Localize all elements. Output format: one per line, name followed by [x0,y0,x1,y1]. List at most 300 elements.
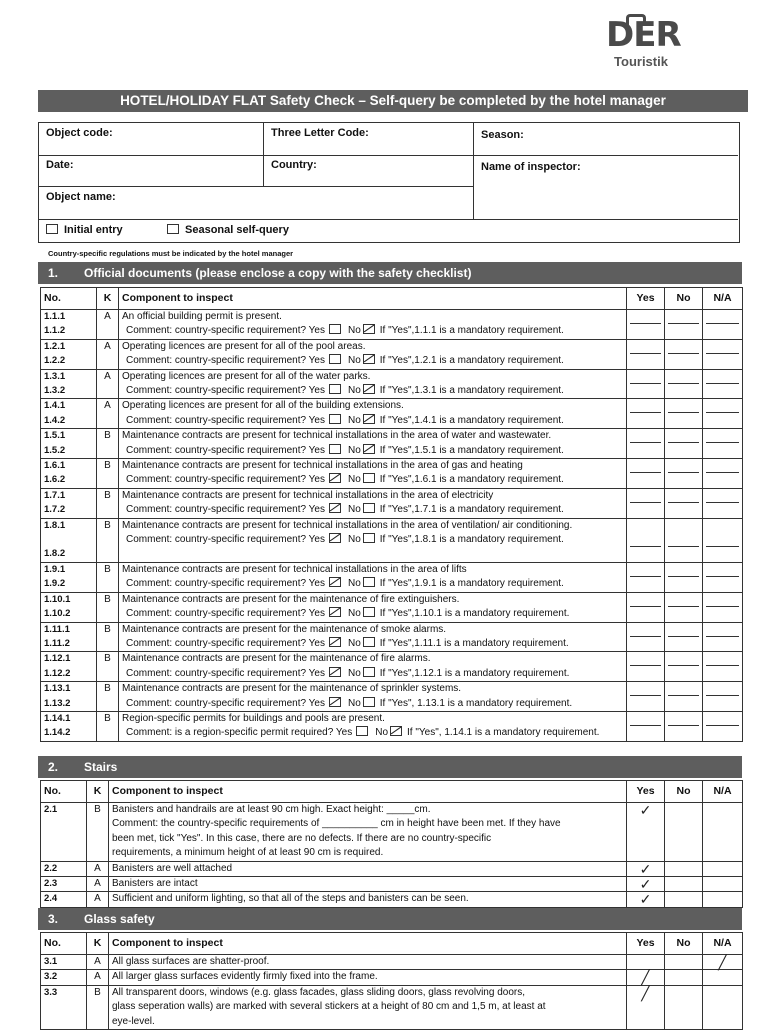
answer-box[interactable] [668,503,699,517]
item-number-cell [41,459,97,489]
comment-consequence: If "Yes",1.10.1 is a mandatory requirement. [379,608,570,620]
comment-no-checkbox[interactable] [363,473,375,483]
answer-no-cell[interactable] [665,592,703,622]
comment-no-checkbox[interactable] [363,533,375,543]
table-row [41,369,743,399]
answer-yes-cell[interactable] [627,861,665,876]
answer-box[interactable] [630,593,661,607]
answer-na-cell[interactable] [703,711,743,741]
item-number: 1.3.2 [44,385,66,397]
col-yes-header: Yes [627,288,665,310]
comment-no-checkbox[interactable] [363,577,375,587]
answer-box[interactable] [668,623,699,637]
answer-box[interactable] [668,563,699,577]
col-yes-header: Yes [627,933,665,955]
item-number: 3.2 [41,970,87,985]
answer-box[interactable] [706,666,739,680]
section-2-header [38,756,742,778]
comment-consequence: If "Yes",1.8.1 is a mandatory requirement. [379,534,564,546]
answer-no-cell[interactable] [665,429,703,459]
table-row [41,339,743,369]
answer-yes-cell[interactable] [627,369,665,399]
table-row [41,429,743,459]
item-number: 1.11.1 [44,623,70,635]
answer-box[interactable] [668,726,699,740]
answer-box[interactable] [630,413,661,427]
answer-box[interactable] [630,726,661,740]
item-number-cell [41,339,97,369]
comment-consequence: If "Yes",1.5.1 is a mandatory requirement. [379,444,564,456]
comment-consequence: If "Yes",1.11.1 is a mandatory requirement. [379,637,569,649]
comment-no-checkbox[interactable] [363,697,375,707]
comment-consequence: If "Yes",1.4.1 is a mandatory requirement. [379,414,564,426]
answer-na-cell[interactable] [703,310,743,340]
answer-box[interactable] [706,696,739,710]
answer-box[interactable] [706,726,739,740]
answer-yes-cell[interactable] [627,429,665,459]
seasonal-self-query-option[interactable] [167,224,289,236]
item-number: 1.12.1 [44,653,71,665]
item-number: 1.13.1 [44,683,71,695]
component-cell [119,622,627,652]
category-cell: B [97,518,119,562]
component-cell [109,985,627,1029]
col-na-header: N/A [703,288,743,310]
answer-box[interactable] [630,547,661,561]
item-number: 2.2 [41,861,87,876]
answer-yes-cell[interactable] [627,310,665,340]
answer-box[interactable] [630,666,661,680]
answer-yes-cell[interactable] [627,711,665,741]
answer-no-cell[interactable] [665,892,703,907]
col-no-answer-header: No [665,933,703,955]
answer-box[interactable] [668,354,699,368]
answer-box[interactable] [706,563,739,577]
comment-no-label: No [347,444,361,456]
answer-yes-cell[interactable] [627,877,665,892]
component-cell [119,339,627,369]
answer-na-cell[interactable] [703,488,743,518]
answer-box[interactable] [630,577,661,591]
component-cell [109,892,627,907]
comment-yes-checkbox[interactable] [329,533,341,543]
component-text: Maintenance contracts are present for technical installations in the area of gas and heating [122,460,523,472]
check-mark: ╱ [641,984,650,1001]
answer-box[interactable] [668,310,699,324]
answer-box[interactable] [706,489,739,503]
answer-box[interactable] [706,503,739,517]
answer-box[interactable] [706,459,739,473]
answer-box[interactable] [668,652,699,666]
comment-line [122,533,623,547]
section-3-title: Glass safety [84,912,155,926]
answer-no-cell[interactable] [665,339,703,369]
section-3-header [38,908,742,930]
answer-no-cell[interactable] [665,861,703,876]
answer-no-cell[interactable] [665,459,703,489]
col-k-header: K [97,288,119,310]
check-mark: ✓ [639,891,652,908]
category-cell: B [97,622,119,652]
comment-no-checkbox[interactable] [363,607,375,617]
component-cell [119,488,627,518]
answer-yes-cell[interactable] [627,985,665,1029]
section-1-header [38,262,742,284]
item-number-cell [41,429,97,459]
answer-box[interactable] [706,399,739,413]
component-text: Maintenance contracts are present for the maintenance of fire alarms. [122,653,431,665]
answer-box[interactable] [706,577,739,591]
answer-box[interactable] [630,696,661,710]
header-info-box [38,122,740,243]
answer-box[interactable] [706,547,739,561]
col-no-answer-header: No [665,288,703,310]
answer-no-cell[interactable] [665,711,703,741]
component-text: Operating licences are present for all of the water parks. [122,370,371,382]
comment-consequence: If "Yes",1.6.1 is a mandatory requirement. [379,474,564,486]
answer-box[interactable] [630,429,661,443]
answer-box[interactable] [630,682,661,696]
section-1-number: 1. [48,266,59,280]
answer-box[interactable] [668,429,699,443]
category-cell: A [97,310,119,340]
answer-box[interactable] [668,324,699,338]
answer-box[interactable] [630,399,661,413]
comment-yes-checkbox[interactable] [329,577,341,587]
answer-box[interactable] [630,324,661,338]
component-cell [119,562,627,592]
answer-box[interactable] [630,503,661,517]
answer-na-cell[interactable] [703,562,743,592]
comment-yes-checkbox[interactable] [329,503,341,513]
answer-yes-cell[interactable] [627,955,665,970]
answer-na-cell[interactable] [703,369,743,399]
comment-yes-checkbox[interactable] [329,697,341,707]
table-row [41,622,743,652]
answer-box[interactable] [630,623,661,637]
answer-box[interactable] [630,473,661,487]
item-number: 1.12.2 [44,667,71,679]
comment-no-checkbox[interactable] [363,503,375,513]
date-label: Date: [46,159,74,171]
answer-box[interactable] [706,443,739,457]
comment-no-checkbox[interactable] [363,414,375,424]
initial-entry-checkbox[interactable] [46,224,58,234]
answer-na-cell[interactable] [703,877,743,892]
answer-box[interactable] [630,652,661,666]
table-row [41,592,743,622]
table-row [41,518,743,562]
comment-no-checkbox[interactable] [363,384,375,394]
answer-no-cell[interactable] [665,488,703,518]
der-touristik-logo [606,15,681,69]
category-cell: A [87,861,109,876]
component-text: An official building permit is present. [122,311,282,322]
answer-box[interactable] [706,607,739,621]
answer-box[interactable] [630,712,661,726]
answer-box[interactable] [668,443,699,457]
comment-no-checkbox[interactable] [390,726,402,736]
answer-box[interactable] [630,637,661,651]
col-na-header: N/A [703,933,743,955]
answer-yes-cell[interactable] [627,399,665,429]
comment-question: Comment: country-specific requirement? Yes [126,325,325,337]
category-cell: A [87,970,109,985]
answer-box[interactable] [706,473,739,487]
answer-box[interactable] [668,577,699,591]
answer-box[interactable] [706,593,739,607]
answer-no-cell[interactable] [665,622,703,652]
answer-na-cell[interactable] [703,652,743,682]
table-row [41,682,743,712]
table-row [41,861,743,876]
comment-yes-checkbox[interactable] [329,444,341,454]
comment-no-checkbox[interactable] [363,444,375,454]
answer-no-cell[interactable] [665,562,703,592]
answer-yes-cell[interactable] [627,803,665,862]
check-mark: ✓ [639,876,652,893]
answer-na-cell[interactable] [703,803,743,862]
component-text: Maintenance contracts are present for technical installations in the area of ventilation/ air conditioning. [122,519,573,531]
table-row [41,459,743,489]
answer-box[interactable] [668,547,699,561]
answer-no-cell[interactable] [665,682,703,712]
item-number: 1.10.2 [44,608,71,620]
divider [39,155,473,156]
answer-box[interactable] [706,623,739,637]
answer-box[interactable] [668,384,699,398]
comment-no-checkbox[interactable] [363,667,375,677]
answer-box[interactable] [668,712,699,726]
answer-na-cell[interactable] [703,429,743,459]
comment-no-label: No [347,534,361,546]
comment-line [122,607,623,621]
comment-consequence: If "Yes",1.1.1 is a mandatory requirement. [379,325,564,337]
object-name-label: Object name: [46,191,116,203]
answer-box[interactable] [668,413,699,427]
section-1-title: Official documents (please enclose a copy with the safety checklist) [84,266,472,280]
category-cell: A [97,369,119,399]
answer-yes-cell[interactable] [627,339,665,369]
col-component-header: Component to inspect [119,288,627,310]
answer-na-cell[interactable] [703,682,743,712]
answer-box[interactable] [706,429,739,443]
comment-yes-checkbox[interactable] [329,384,341,394]
comment-yes-checkbox[interactable] [329,324,341,334]
comment-no-checkbox[interactable] [363,354,375,364]
answer-box[interactable] [706,340,739,354]
component-text: Maintenance contracts are present for technical installations in the area of lifts [122,563,467,575]
component-text-line: Comment: the country-specific requirements of __________ cm in height have been met. If they have [112,818,561,830]
comment-line [122,414,623,428]
answer-box[interactable] [630,607,661,621]
answer-no-cell[interactable] [665,310,703,340]
divider [263,123,264,186]
answer-box[interactable] [668,607,699,621]
comment-no-label: No [347,325,361,337]
answer-box[interactable] [706,682,739,696]
answer-yes-cell[interactable] [627,562,665,592]
answer-no-cell[interactable] [665,518,703,562]
component-text: Operating licences are present for all of the pool areas. [122,340,366,352]
answer-box[interactable] [668,696,699,710]
answer-na-cell[interactable] [703,985,743,1029]
item-number: 2.4 [41,892,87,907]
component-text: Region-specific permits for buildings and pools are present. [122,712,385,724]
answer-yes-cell[interactable] [627,488,665,518]
component-cell [109,861,627,876]
category-cell: A [97,339,119,369]
table-row [41,711,743,741]
item-number-cell [41,369,97,399]
table-row [41,877,743,892]
answer-no-cell[interactable] [665,877,703,892]
table-row [41,892,743,907]
section-2-title: Stairs [84,760,118,774]
comment-no-checkbox[interactable] [363,637,375,647]
category-cell: B [97,488,119,518]
answer-na-cell[interactable] [703,459,743,489]
answer-na-cell[interactable] [703,592,743,622]
category-cell: A [87,877,109,892]
comment-yes-checkbox[interactable] [329,637,341,647]
table-row [41,399,743,429]
component-cell [119,399,627,429]
comment-yes-checkbox[interactable] [329,473,341,483]
answer-box[interactable] [706,637,739,651]
component-text: Maintenance contracts are present for the maintenance of fire extinguishers. [122,593,460,605]
form-title: HOTEL/HOLIDAY FLAT Safety Check – Self-query be completed by the hotel manager [38,90,748,112]
answer-box[interactable] [706,310,739,324]
answer-box[interactable] [630,519,661,548]
comment-yes-checkbox[interactable] [329,414,341,424]
answer-box[interactable] [706,354,739,368]
item-number-cell [41,488,97,518]
component-cell [119,310,627,340]
answer-no-cell[interactable] [665,955,703,970]
initial-entry-label: Initial entry [64,224,123,236]
answer-box[interactable] [706,384,739,398]
answer-box[interactable] [706,370,739,384]
answer-yes-cell[interactable] [627,892,665,907]
comment-yes-checkbox[interactable] [329,667,341,677]
answer-box[interactable] [630,489,661,503]
comment-line [122,444,623,458]
answer-na-cell[interactable] [703,955,743,970]
answer-no-cell[interactable] [665,970,703,985]
col-yes-header: Yes [627,781,665,803]
comment-yes-checkbox[interactable] [329,354,341,364]
component-cell [119,459,627,489]
answer-no-cell[interactable] [665,652,703,682]
answer-na-cell[interactable] [703,339,743,369]
answer-no-cell[interactable] [665,399,703,429]
comment-question: Comment: country-specific requirement? Yes [126,444,325,456]
answer-box[interactable] [668,666,699,680]
answer-yes-cell[interactable] [627,592,665,622]
answer-box[interactable] [668,519,699,548]
answer-box[interactable] [630,563,661,577]
comment-no-checkbox[interactable] [363,324,375,334]
item-number: 1.4.1 [44,400,66,412]
answer-yes-cell[interactable] [627,682,665,712]
answer-box[interactable] [668,340,699,354]
answer-box[interactable] [630,310,661,324]
answer-box[interactable] [630,443,661,457]
section-2-number: 2. [48,760,59,774]
answer-na-cell[interactable] [703,970,743,985]
component-cell [119,369,627,399]
answer-na-cell[interactable] [703,399,743,429]
category-cell: A [97,399,119,429]
comment-question: Comment: country-specific requirement? Yes [126,414,325,426]
component-cell [109,803,627,862]
component-text-line: requirements, a minimum height of at least 90 cm is required. [112,847,384,859]
item-number: 1.5.2 [44,444,66,456]
initial-entry-option[interactable] [46,224,123,236]
component-cell [109,955,627,970]
answer-no-cell[interactable] [665,803,703,862]
answer-box[interactable] [668,473,699,487]
answer-box[interactable] [668,399,699,413]
answer-box[interactable] [668,682,699,696]
answer-yes-cell[interactable] [627,622,665,652]
component-cell [109,877,627,892]
answer-box[interactable] [706,324,739,338]
name-of-inspector-label: Name of inspector: [481,161,581,173]
component-cell [119,711,627,741]
answer-yes-cell[interactable] [627,652,665,682]
comment-yes-checkbox[interactable] [329,607,341,617]
section-3-table [40,932,743,1030]
comment-consequence: If "Yes",1.2.1 is a mandatory requirement. [379,355,564,367]
answer-na-cell[interactable] [703,518,743,562]
answer-na-cell[interactable] [703,622,743,652]
answer-box[interactable] [668,459,699,473]
answer-box[interactable] [706,652,739,666]
answer-box[interactable] [668,489,699,503]
answer-yes-cell[interactable] [627,459,665,489]
answer-box[interactable] [706,519,739,548]
answer-box[interactable] [630,384,661,398]
answer-no-cell[interactable] [665,369,703,399]
item-number: 1.7.1 [44,489,66,501]
seasonal-self-query-checkbox[interactable] [167,224,179,234]
answer-no-cell[interactable] [665,985,703,1029]
comment-yes-checkbox[interactable] [356,726,368,736]
answer-na-cell[interactable] [703,861,743,876]
answer-box[interactable] [668,593,699,607]
answer-box[interactable] [630,340,661,354]
answer-box[interactable] [668,370,699,384]
table-row [41,803,743,862]
item-number: 2.1 [41,803,87,862]
comment-question: Comment: country-specific requirement? Yes [126,608,325,620]
answer-box[interactable] [630,459,661,473]
answer-na-cell[interactable] [703,892,743,907]
answer-box[interactable] [706,712,739,726]
comment-question: Comment: country-specific requirement? Yes [126,697,325,709]
answer-yes-cell[interactable] [627,970,665,985]
answer-box[interactable] [630,354,661,368]
answer-yes-cell[interactable] [627,518,665,562]
answer-box[interactable] [706,413,739,427]
component-text-line: Banisters are intact [112,878,198,890]
component-text-line: All larger glass surfaces evidently firmly fixed into the frame. [112,971,378,983]
answer-box[interactable] [630,370,661,384]
answer-box[interactable] [668,637,699,651]
item-number: 1.6.1 [44,460,66,472]
